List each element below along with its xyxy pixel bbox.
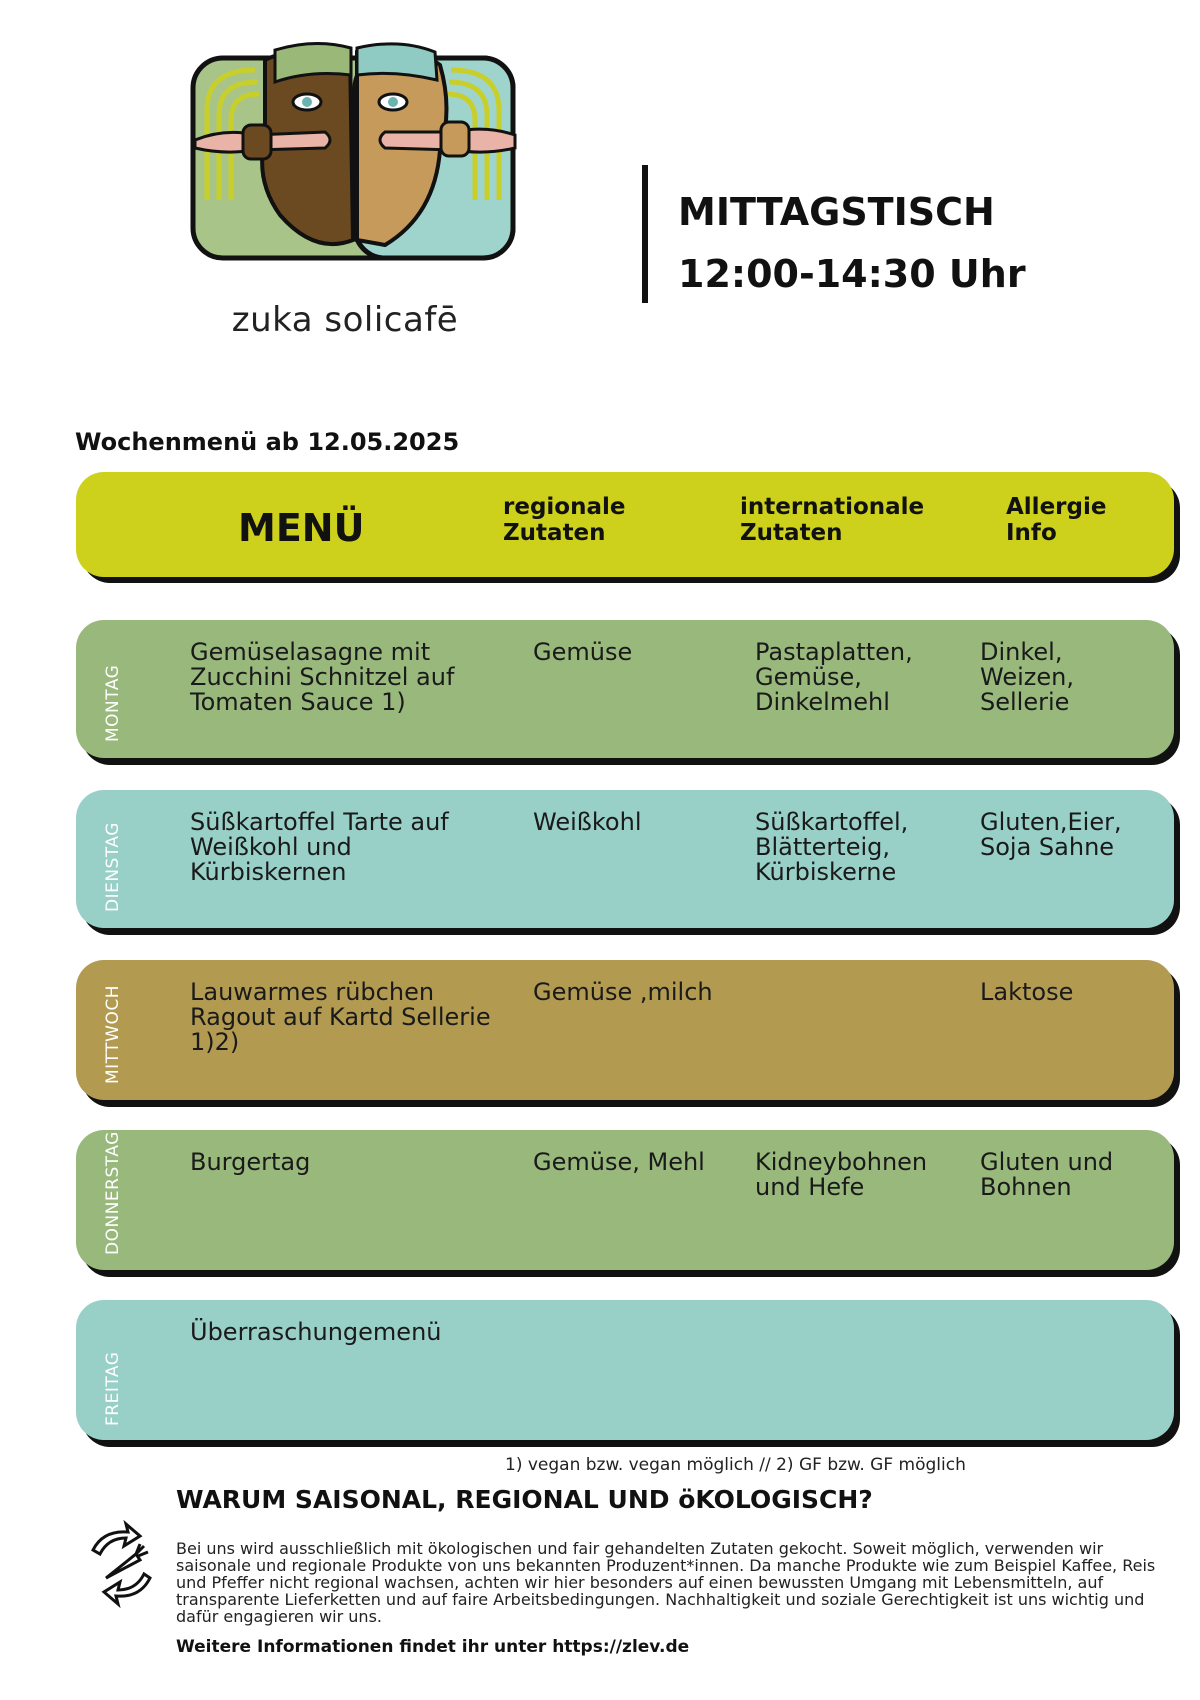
title-divider — [642, 165, 648, 303]
more-info: Weitere Informationen findet ihr unter https://zlev.de — [176, 1637, 690, 1657]
day-label: FREITAG — [103, 1351, 123, 1426]
menu-heading: MENÜ — [238, 506, 365, 550]
row-allergy: Gluten,Eier, Soja Sahne — [980, 808, 1122, 861]
footnote: 1) vegan bzw. vegan möglich // 2) GF bzw. GF möglich — [505, 1455, 966, 1475]
day-label: MITTWOCH — [103, 985, 123, 1084]
row-allergy: Gluten und Bohnen — [980, 1148, 1114, 1201]
weekly-menu-date: Wochenmenü ab 12.05.2025 — [75, 428, 460, 456]
row-dish: Lauwarmes rübchen Ragout auf Kartd Sellerie 1)2) — [190, 978, 491, 1056]
row-dish: Gemüselasagne mit Zucchini Schnitzel auf Tomaten Sauce 1) — [190, 638, 455, 716]
zuka-logo — [185, 40, 525, 270]
recycle-carrot-icon — [78, 1520, 166, 1608]
day-label: DONNERSTAG — [103, 1131, 123, 1255]
day-label: MONTAG — [103, 664, 123, 742]
row-international: Pastaplatten, Gemüse, Dinkelmehl — [755, 638, 913, 716]
row-regional: Gemüse, Mehl — [533, 1148, 705, 1176]
opening-hours: 12:00-14:30 Uhr — [678, 252, 1026, 296]
row-dish: Überraschungemenü — [190, 1318, 442, 1346]
row-regional: Weißkohl — [533, 808, 642, 836]
international-heading: internationale Zutaten — [740, 494, 925, 546]
row-allergy: Laktose — [980, 978, 1074, 1006]
brand-name: zuka solicafē — [231, 300, 459, 340]
row-allergy: Dinkel, Weizen, Sellerie — [980, 638, 1074, 716]
row-regional: Gemüse ,milch — [533, 978, 713, 1006]
row-international: Kidneybohnen und Hefe — [755, 1148, 928, 1201]
why-paragraph: Bei uns wird ausschließlich mit ökologischen und fair gehandelten Zutaten gekocht. Soweit möglich, verwenden wir saisonale und regionale Produkte von uns bekannten Produzent*innen. Da manche Produkte wie zum Beispiel Kaffee, Reis und Pfeffer nicht regional wachsen, achten wir hier besonders auf einen bewussten Umgang mit Lebensmitteln, auf transparente Lieferketten und auf faire Arbeitsbedingungen. Nachhaltigkeit und soziale Gerechtigkeit ist uns wichtig und dafür engagieren wir uns. — [176, 1539, 1156, 1626]
row-regional: Gemüse — [533, 638, 633, 666]
page-title: MITTAGSTISCH — [678, 190, 995, 234]
regional-heading: regionale Zutaten — [503, 494, 626, 546]
row-dish: Burgertag — [190, 1148, 311, 1176]
why-heading: WARUM SAISONAL, REGIONAL UND öKOLOGISCH? — [176, 1485, 873, 1514]
allergy-heading: Allergie Info — [1006, 494, 1107, 546]
row-dish: Süßkartoffel Tarte auf Weißkohl und Kürbiskernen — [190, 808, 449, 886]
row-international: Süßkartoffel, Blätterteig, Kürbiskerne — [755, 808, 909, 886]
day-label: DIENSTAG — [103, 822, 123, 912]
